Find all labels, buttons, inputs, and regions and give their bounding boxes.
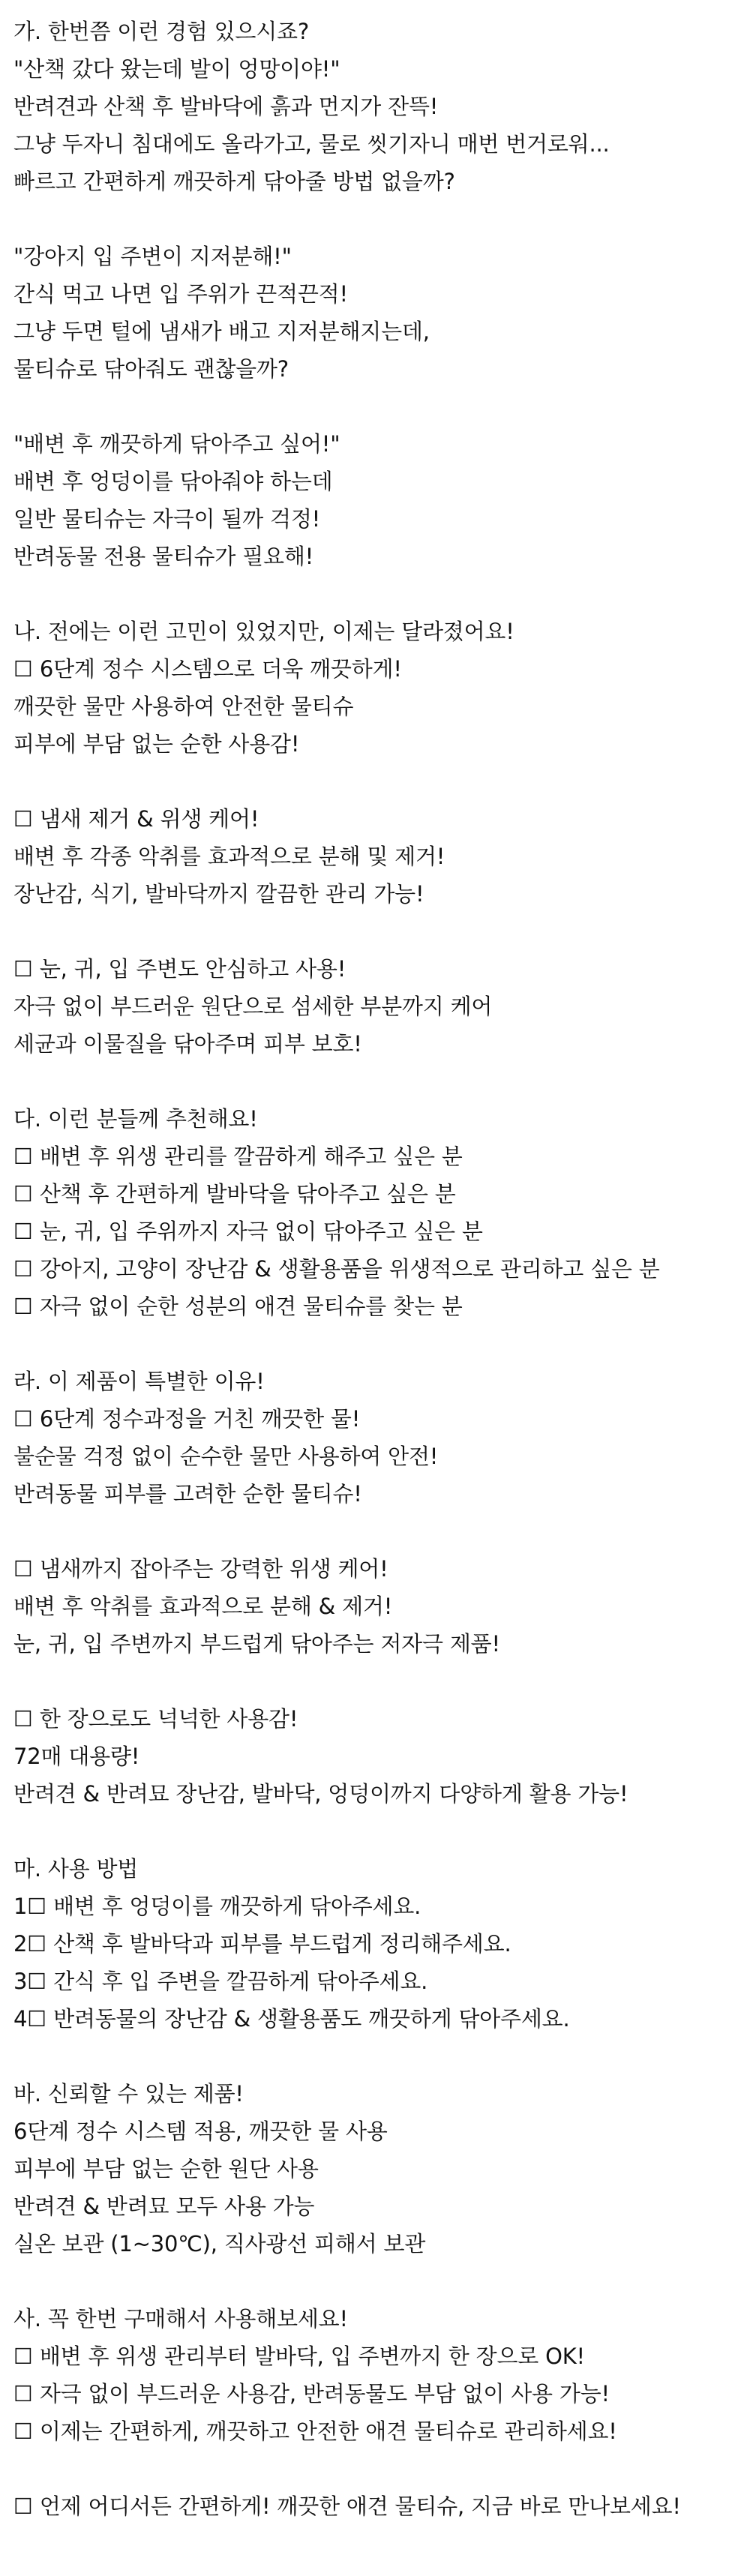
text-line: 6단계 정수 시스템 적용, 깨끗한 물 사용 bbox=[14, 2119, 388, 2144]
text-line: 눈, 귀, 입 주변까지 부드럽게 닦아주는 저자극 제품! bbox=[14, 1631, 500, 1657]
checkbox-item: ☐ 6단계 정수과정을 거친 깨끗한 물! bbox=[14, 1406, 361, 1432]
usage-step-2: 2☐ 산책 후 발바닥과 피부를 부드럽게 정리해주세요. bbox=[14, 1931, 512, 1957]
text-line: 빠르고 간편하게 깨끗하게 닦아줄 방법 없을까? bbox=[14, 169, 455, 194]
text-line: 그냥 두면 털에 냄새가 배고 지저분해지는데, bbox=[14, 319, 430, 344]
section-heading-da: 다. 이런 분들께 추천해요! bbox=[14, 1106, 258, 1132]
text-line: 피부에 부담 없는 순한 원단 사용 bbox=[14, 2156, 319, 2182]
checkbox-item: ☐ 한 장으로도 넉넉한 사용감! bbox=[14, 1706, 298, 1732]
text-line: 반려견과 산책 후 발바닥에 흙과 먼지가 잔뜩! bbox=[14, 94, 439, 119]
text-line: 배변 후 각종 악취를 효과적으로 분해 및 제거! bbox=[14, 844, 446, 869]
text-line: 72매 대용량! bbox=[14, 1744, 140, 1769]
checkbox-item: ☐ 6단계 정수 시스템으로 더욱 깨끗하게! bbox=[14, 656, 402, 682]
checkbox-item: ☐ 냄새까지 잡아주는 강력한 위생 케어! bbox=[14, 1556, 388, 1582]
text-line: 그냥 두자니 침대에도 올라가고, 물로 씻기자니 매번 번거로워... bbox=[14, 131, 610, 157]
checkbox-item: ☐ 자극 없이 부드러운 사용감, 반려동물도 부담 없이 사용 가능! bbox=[14, 2381, 610, 2407]
section-heading-ma: 마. 사용 방법 bbox=[14, 1856, 139, 1882]
section-heading-sa: 사. 꼭 한번 구매해서 사용해보세요! bbox=[14, 2306, 348, 2332]
quote-walk-feet: "산책 갔다 왔는데 발이 엉망이야!" bbox=[14, 56, 340, 82]
checkbox-item: ☐ 배변 후 위생 관리부터 발바닥, 입 주변까지 한 장으로 OK! bbox=[14, 2344, 585, 2369]
checkbox-item: ☐ 자극 없이 순한 성분의 애견 물티슈를 찾는 분 bbox=[14, 1294, 463, 1319]
section-heading-ra: 라. 이 제품이 특별한 이유! bbox=[14, 1369, 265, 1394]
checkbox-item: ☐ 산책 후 간편하게 발바닥을 닦아주고 싶은 분 bbox=[14, 1181, 456, 1207]
text-line: 장난감, 식기, 발바닥까지 깔끔한 관리 가능! bbox=[14, 881, 424, 907]
text-line: 깨끗한 물만 사용하여 안전한 물티슈 bbox=[14, 694, 354, 719]
checkbox-item: ☐ 강아지, 고양이 장난감 & 생활용품을 위생적으로 관리하고 싶은 분 bbox=[14, 1256, 660, 1282]
checkbox-item: ☐ 이제는 간편하게, 깨끗하고 안전한 애견 물티슈로 관리하세요! bbox=[14, 2419, 617, 2444]
text-line: 피부에 부담 없는 순한 사용감! bbox=[14, 731, 300, 757]
text-line: 일반 물티슈는 자극이 될까 걱정! bbox=[14, 506, 321, 532]
quote-after-poop: "배변 후 깨끗하게 닦아주고 싶어!" bbox=[14, 431, 340, 457]
section-heading-ga: 가. 한번쯤 이런 경험 있으시죠? bbox=[14, 19, 310, 44]
checkbox-item: ☐ 냄새 제거 & 위생 케어! bbox=[14, 806, 260, 832]
text-line: 세균과 이물질을 닦아주며 피부 보호! bbox=[14, 1031, 362, 1057]
section-heading-ba: 바. 신뢰할 수 있는 제품! bbox=[14, 2081, 244, 2107]
checkbox-item: ☐ 배변 후 위생 관리를 깔끔하게 해주고 싶은 분 bbox=[14, 1144, 463, 1169]
text-line: 반려견 & 반려묘 장난감, 발바닥, 엉덩이까지 다양하게 활용 가능! bbox=[14, 1781, 628, 1807]
usage-step-4: 4☐ 반려동물의 장난감 & 생활용품도 깨끗하게 닦아주세요. bbox=[14, 2006, 570, 2032]
text-line: 물티슈로 닦아줘도 괜찮을까? bbox=[14, 356, 289, 382]
usage-step-1: 1☐ 배변 후 엉덩이를 깨끗하게 닦아주세요. bbox=[14, 1894, 422, 1919]
text-line: 배변 후 악취를 효과적으로 분해 & 제거! bbox=[14, 1594, 393, 1619]
checkbox-item: ☐ 눈, 귀, 입 주변도 안심하고 사용! bbox=[14, 956, 346, 982]
quote-mouth-dirty: "강아지 입 주변이 지저분해!" bbox=[14, 244, 292, 269]
text-line: 반려동물 피부를 고려한 순한 물티슈! bbox=[14, 1481, 362, 1507]
text-line: 반려견 & 반려묘 모두 사용 가능 bbox=[14, 2194, 315, 2219]
section-heading-na: 나. 전에는 이런 고민이 있었지만, 이제는 달라졌어요! bbox=[14, 619, 514, 644]
closing-call-to-action: ☐ 언제 어디서든 간편하게! 깨끗한 애견 물티슈, 지금 바로 만나보세요! bbox=[14, 2494, 681, 2519]
text-line: 간식 먹고 나면 입 주위가 끈적끈적! bbox=[14, 281, 348, 307]
usage-step-3: 3☐ 간식 후 입 주변을 깔끔하게 닦아주세요. bbox=[14, 1969, 428, 1994]
checkbox-item: ☐ 눈, 귀, 입 주위까지 자극 없이 닦아주고 싶은 분 bbox=[14, 1219, 483, 1244]
text-line: 자극 없이 부드러운 원단으로 섬세한 부분까지 케어 bbox=[14, 994, 493, 1019]
storage-info: 실온 보관 (1~30℃), 직사광선 피해서 보관 bbox=[14, 2231, 426, 2257]
text-line: 반려동물 전용 물티슈가 필요해! bbox=[14, 544, 314, 569]
text-line: 불순물 걱정 없이 순수한 물만 사용하여 안전! bbox=[14, 1444, 439, 1469]
text-line: 배변 후 엉덩이를 닦아줘야 하는데 bbox=[14, 469, 333, 494]
